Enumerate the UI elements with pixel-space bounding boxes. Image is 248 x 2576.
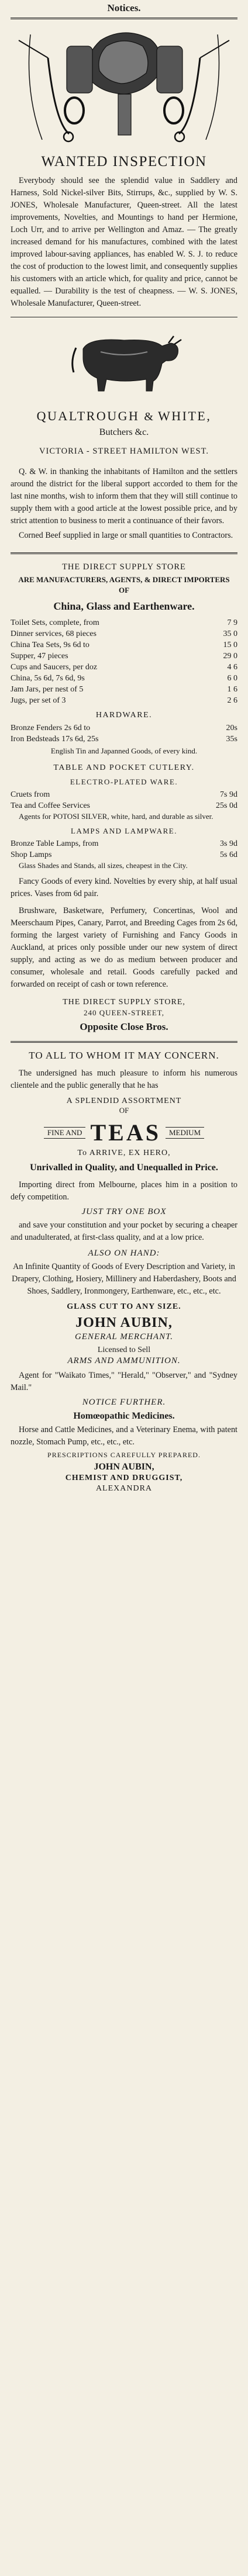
- plated-note: Agents for POTOSI SILVER, white, hard, and durable as silver.: [19, 812, 213, 821]
- direct-footer-3: Opposite Close Bros.: [80, 1021, 168, 1032]
- list-item: Iron Bedsteads 17s 6d, 25s 35s: [11, 735, 237, 744]
- list-item: Dinner services, 68 pieces 35 0: [11, 630, 237, 638]
- list-item: Supper, 47 pieces 29 0: [11, 652, 237, 661]
- assortment-desc: An Infinite Quantity of Goods of Every Description and Variety, in Drapery, Clothing, Hosiery, Millinery and Haberdashery, Boots and Shoes, Saddlery, Ironmongery, Earthenware, etc., etc., etc.: [12, 1262, 236, 1296]
- assortment-line-1: A SPLENDID ASSORTMENT: [66, 1097, 182, 1105]
- horse-line: Horse and Cattle Medicines, and a Veterinary Enema, with patent nozzle, Stomach Pump, etc., etc., etc.: [11, 1425, 237, 1447]
- direct-footer-1: THE DIRECT SUPPLY STORE,: [63, 998, 185, 1007]
- unrivalled-line: Unrivalled in Quality, and Unequalled in Price.: [30, 1163, 218, 1173]
- homeo-line: Homœopathic Medicines.: [73, 1411, 175, 1421]
- list-item: China Tea Sets, 9s 6d to 15 0: [11, 641, 237, 649]
- ad-butchers-heading: [11, 409, 237, 424]
- ad-direct-title: THE DIRECT SUPPLY STORE: [62, 562, 186, 572]
- hardware-heading: HARDWARE.: [95, 711, 153, 720]
- arms-line: ARMS AND AMMUNITION.: [67, 1356, 181, 1365]
- heading-amp: &: [144, 410, 153, 423]
- ad-john-aubin: [11, 1049, 237, 1493]
- list-item: Tea and Coffee Services 25s 0d: [11, 801, 237, 810]
- ad-direct-supply: [11, 562, 237, 1033]
- ad-butchers: [11, 409, 237, 542]
- teas-banner: FINE AND TEAS MEDIUM: [11, 1119, 237, 1146]
- ad-direct-subtitle: ARE MANUFACTURERS, AGENTS, & DIRECT IMPORTERS OF: [18, 575, 230, 594]
- plated-heading: ELECTRO-PLATED WARE.: [70, 777, 178, 786]
- ad-saddlery: [11, 154, 237, 310]
- just-try-line: JUST TRY ONE BOX: [81, 1207, 167, 1216]
- aubin-heading: TO ALL TO WHOM IT MAY CONCERN.: [29, 1050, 219, 1061]
- aubin-role: GENERAL MERCHANT.: [74, 1332, 174, 1341]
- china-price-list: [11, 617, 237, 706]
- list-item: Toilet Sets, complete, from 7 9: [11, 618, 237, 627]
- notice-further: NOTICE FURTHER.: [82, 1398, 166, 1407]
- list-item: Jam Jars, per nest of 5 1 6: [11, 685, 237, 694]
- heading-left: QUALTROUGH: [36, 409, 140, 423]
- cutlery-heading: TABLE AND POCKET CUTLERY.: [53, 763, 195, 772]
- fancy-goods: Fancy Goods of every kind. Novelties by every ship, at half usual prices. Vases from 6d pair.: [11, 877, 237, 898]
- ad-direct-main: China, Glass and Earthenware.: [53, 600, 195, 612]
- list-item: Jugs, per set of 3 2 6: [11, 696, 237, 705]
- arrive-line: To ARRIVE, EX HERO,: [77, 1149, 171, 1157]
- list-item: Shop Lamps 5s 6d: [11, 850, 237, 859]
- chemist-line: CHEMIST AND DRUGGIST,: [65, 1474, 183, 1482]
- divider: [11, 1041, 237, 1043]
- prescriptions-line: PRESCRIPTIONS CAREFULLY PREPARED.: [47, 1451, 201, 1459]
- ad-butchers-body2: Corned Beef supplied in large or small quantities to Contractors.: [19, 531, 233, 540]
- ad-butchers-location: VICTORIA - STREET HAMILTON WEST.: [39, 447, 209, 456]
- aubin-intro: The undersigned has much pleasure to inform his numerous clientele and the public generally that he has: [11, 1069, 237, 1090]
- ad-saddlery-body: Everybody should see the splendid value in Saddlery and Harness, Sold Nickel-silver Bits, Stirrups, &c., supplied by W. S. JONES, Wholesale Manufacturer, Queen-street. All the latest improvements, Novelties, and Mountings to hand per Hermione, Loch Urr, and to arrive per Wellington and Amaz. — The greatly increased demand for his manufactures, combined with the latest improved labour-saving appliances, has enabled W. S. J. to reduce the cost of production to the lowest limit, and consequently supplies his customers with an article which, for quality and price, cannot be equalled. — Durability is the test of cheapness. — W. S. JONES, Wholesale Manufacturer, Queen-street.: [11, 176, 237, 308]
- heading-right: WHITE,: [157, 409, 212, 423]
- ox-illustration: [66, 326, 182, 396]
- ad-butchers-subheading: Butchers &c.: [99, 427, 149, 437]
- list-item: China, 5s 6d, 7s 6d, 9s 6 0: [11, 674, 237, 683]
- teas-word: TEAS: [90, 1119, 161, 1146]
- glass-line: GLASS CUT TO ANY SIZE.: [67, 1302, 181, 1311]
- ad-saddlery-heading: WANTED INSPECTION: [41, 154, 207, 170]
- header-rule: [11, 18, 237, 19]
- list-item: Cruets from 7s 9d: [11, 790, 237, 799]
- also-on-hand: ALSO ON HAND:: [88, 1249, 160, 1258]
- saddle-illustration: [13, 23, 235, 146]
- ad-butchers-body: Q. & W. in thanking the inhabitants of Hamilton and the settlers around the district for the liberal support accorded to them for the last nine months, wish to inform them that they will still continue to supply them with a good article at the lowest possible price, and by strict attention to business to merit a continuance of their favors.: [11, 467, 237, 525]
- notices-header: Notices.: [107, 2, 141, 13]
- aubin-name-2: JOHN AUBIN,: [94, 1462, 154, 1472]
- town-line: ALEXANDRA: [95, 1484, 153, 1493]
- licensed-line: Licensed to Sell: [97, 1346, 151, 1354]
- lamps-heading: LAMPS AND LAMPWARE.: [71, 827, 177, 835]
- list-item: Bronze Table Lamps, from 3s 9d: [11, 839, 237, 848]
- importing-line: Importing direct from Melbourne, places him in a position to defy competition.: [11, 1180, 237, 1202]
- direct-footer-2: 240 QUEEN-STREET,: [83, 1008, 165, 1017]
- assortment-line-2: OF: [119, 1106, 129, 1115]
- hardware-note: English Tin and Japanned Goods, of every kind.: [50, 746, 198, 755]
- list-item: Bronze Fenders 2s 6d to 20s: [11, 724, 237, 732]
- save-line: and save your constitution and your pocket by securing a cheaper and unadulterated, at first-class quality, and at a low price.: [11, 1220, 237, 1242]
- lamps-note: Glass Shades and Stands, all sizes, cheapest in the City.: [19, 861, 188, 870]
- agent-line: Agent for "Waikato Times," "Herald," "Observer," and "Sydney Mail.": [11, 1371, 237, 1392]
- brushware: Brushware, Basketware, Perfumery, Concertinas, Wool and Meerschaum Pipes, Canary, Parrot, and Breeding Cages from 2s 6d, forming the largest variety of Furnishing and Fancy Goods in Auckland, at prices only possible under our new system of direct supply, and acting as we do as medium between producer and consumer, wholesale and retail. Goods carefully packed and forwarded on receipt of cash or town reference.: [11, 906, 237, 989]
- aubin-name: JOHN AUBIN,: [75, 1315, 173, 1330]
- list-item: Cups and Saucers, per doz 4 6: [11, 663, 237, 672]
- divider: [11, 552, 237, 554]
